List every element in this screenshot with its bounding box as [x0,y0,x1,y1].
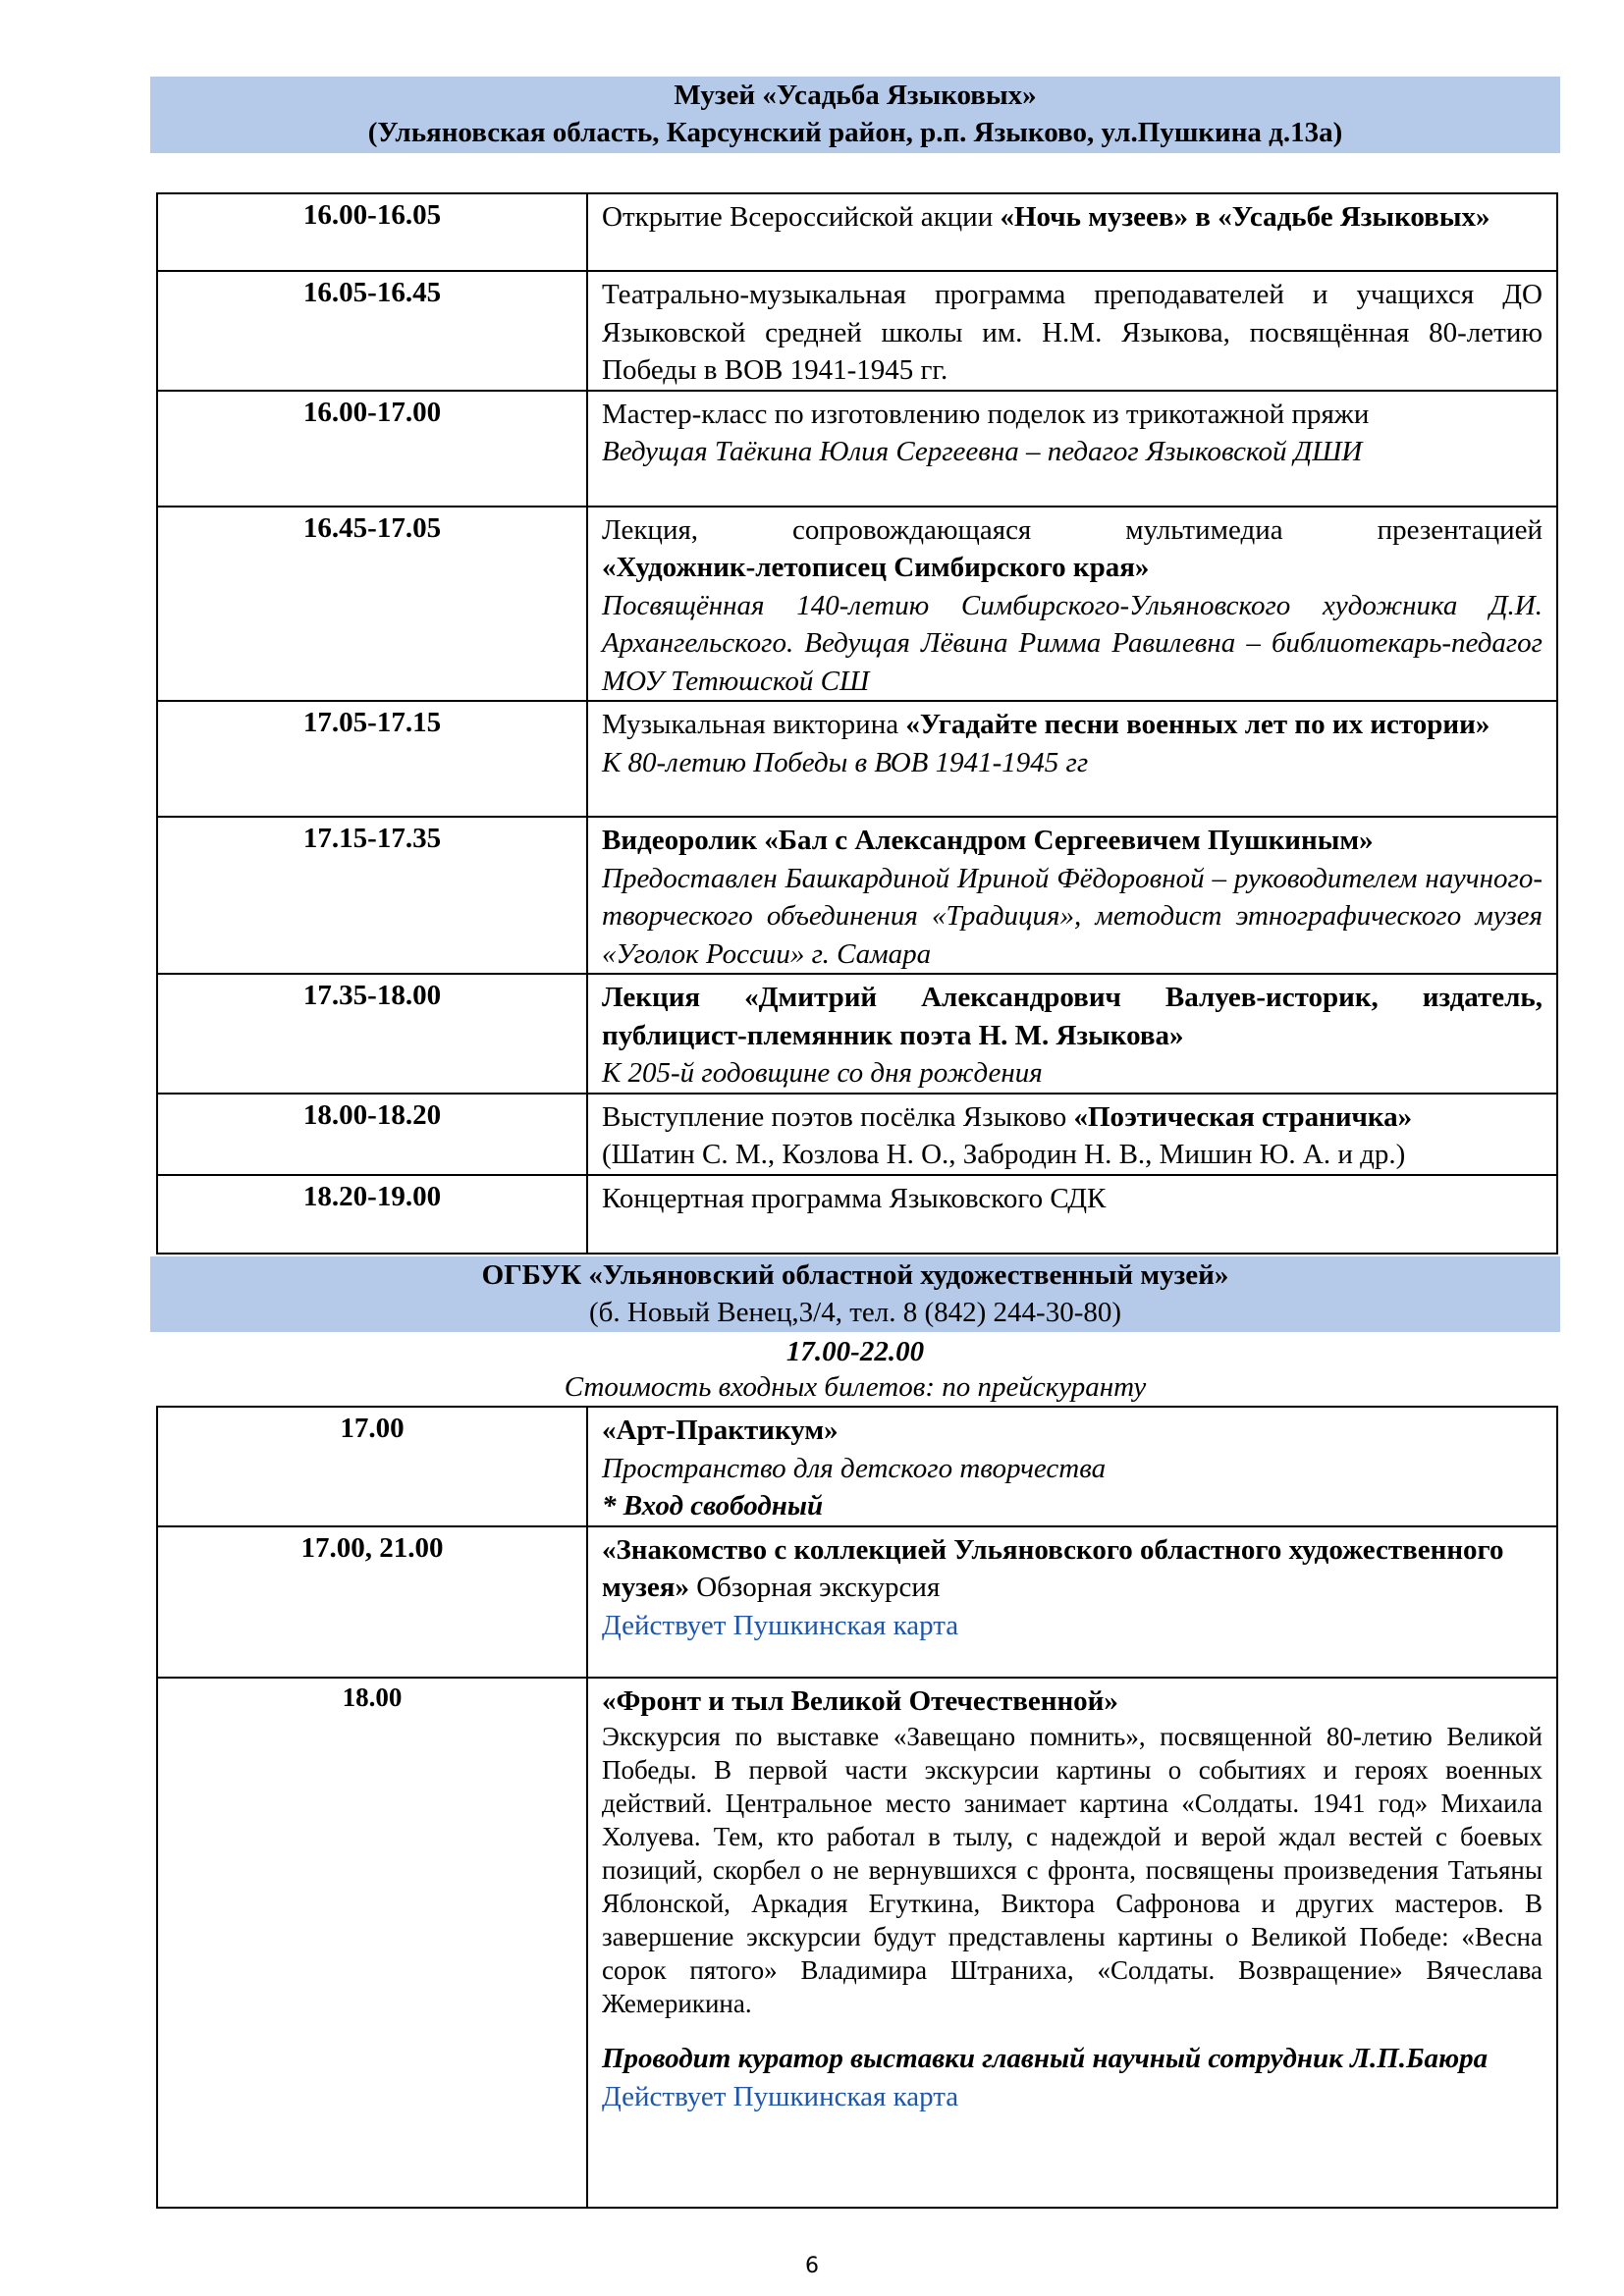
table-row [157,391,1557,507]
section1-address: (Ульяновская область, Карсунский район, р.п. Языково, ул.Пушкина д.13а) [367,117,1343,148]
row-time: 16.05-16.45 [157,271,587,391]
row-time: 17.00, 21.00 [157,1526,587,1678]
row-time: 17.05-17.15 [157,701,587,817]
table-row [157,1526,1557,1678]
section2-hours: 17.00-22.00 [785,1336,925,1367]
section2-price: Стоимость входных билетов: по прейскуранту [564,1371,1147,1403]
page-number: 6 [805,2254,819,2278]
row-description: «Фронт и тыл Великой Отечественной» Экскурсия по выставке «Завещано помнить», посвященной 80-летию Великой Победы. В первой части экскурсии картины о событиях и героях военных действий. Центральное место занимает картина «Солдаты. 1941 год» Михаила Холуева. Тем, кто работал в тылу, с надеждой и верой ждал вестей с боевых позиций, скорбел о не вернувшихся с фронта, посвящены произведения Татьяны Яблонской, Аркадия Егуткина, Виктора Сафронова и других мастеров. В завершение экскурсии будут представлены картины о Великой Победе: «Весна сорок пятого» Владимира Штраниха, «Солдаты. Возвращение» Вячеслава Жемерикина. Проводит куратор выставки главный научный сотрудник Л.П.Баюра Действует Пушкинская карта [587,1678,1557,2208]
table-row [157,507,1557,702]
row-time: 17.35-18.00 [157,974,587,1094]
row-time: 17.15-17.35 [157,817,587,974]
table-row [157,817,1557,974]
row-description: Концертная программа Языковского СДК [587,1175,1557,1254]
section1-title: Музей «Усадьба Языковых» [674,80,1037,111]
row-time: 16.00-17.00 [157,391,587,507]
section2-schedule-table [156,1406,1558,2209]
row-description: «Знакомство с коллекцией Ульяновского областного художественного музея» Обзорная экскурсия Действует Пушкинская карта [587,1526,1557,1678]
row-description: Театрально-музыкальная программа преподавателей и учащихся ДО Языковской средней школы им. Н.М. Языкова, посвящённая 80-летию Победы в ВОВ 1941-1945 гг. [587,271,1557,391]
table-row [157,974,1557,1094]
section1-header [150,77,1560,153]
row-description: Мастер-класс по изготовлению поделок из трикотажной пряжи Ведущая Таёкина Юлия Сергеевна – педагог Языковской ДШИ [587,391,1557,507]
row-description: «Арт-Практикум» Пространство для детского творчества * Вход свободный [587,1407,1557,1526]
row-description: Лекция «Дмитрий Александрович Валуев-историк, издатель, публицист-племянник поэта Н. М. Языкова» К 205-й годовщине со дня рождения [587,974,1557,1094]
row-time: 18.00 [157,1678,587,2208]
table-row [157,271,1557,391]
row-description: Открытие Всероссийской акции «Ночь музеев» в «Усадьбе Языковых» [587,193,1557,271]
row-description: Лекция, сопровождающаяся мультимедиа презентацией «Художник-летописец Симбирского края» Посвящённая 140-летию Симбирского-Ульяновского художника Д.И. Архангельского. Ведущая Лёвина Римма Равилевна – библиотекарь-педагог МОУ Тетюшской СШ [587,507,1557,702]
section1-schedule-table [156,192,1558,1255]
section2-address: (б. Новый Венец,3/4, тел. 8 (842) 244-30-80) [588,1297,1122,1328]
pushkin-card-link[interactable]: Действует Пушкинская карта [602,2080,959,2112]
table-row [157,1094,1557,1175]
row-time: 18.20-19.00 [157,1175,587,1254]
row-time: 17.00 [157,1407,587,1526]
row-time: 18.00-18.20 [157,1094,587,1175]
table-row [157,1407,1557,1526]
row-time: 16.45-17.05 [157,507,587,702]
pushkin-card-link[interactable]: Действует Пушкинская карта [602,1609,959,1641]
table-row [157,1678,1557,2208]
section2-title: ОГБУК «Ульяновский областной художественный музей» [481,1259,1229,1291]
row-description: Выступление поэтов посёлка Языково «Поэтическая страничка» (Шатин С. М., Козлова Н. О., Забродин Н. В., Мишин Ю. А. и др.) [587,1094,1557,1175]
table-row [157,701,1557,817]
table-row [157,193,1557,271]
row-time: 16.00-16.05 [157,193,587,271]
table-row [157,1175,1557,1254]
row-description: Видеоролик «Бал с Александром Сергеевичем Пушкиным» Предоставлен Башкардиной Ириной Фёдоровной – руководителем научного-творческого объединения «Традиция», методист этнографического музея «Уголок России» г. Самара [587,817,1557,974]
section2-header [150,1256,1560,1332]
row-description: Музыкальная викторина «Угадайте песни военных лет по их истории» К 80-летию Победы в ВОВ 1941-1945 гг [587,701,1557,817]
